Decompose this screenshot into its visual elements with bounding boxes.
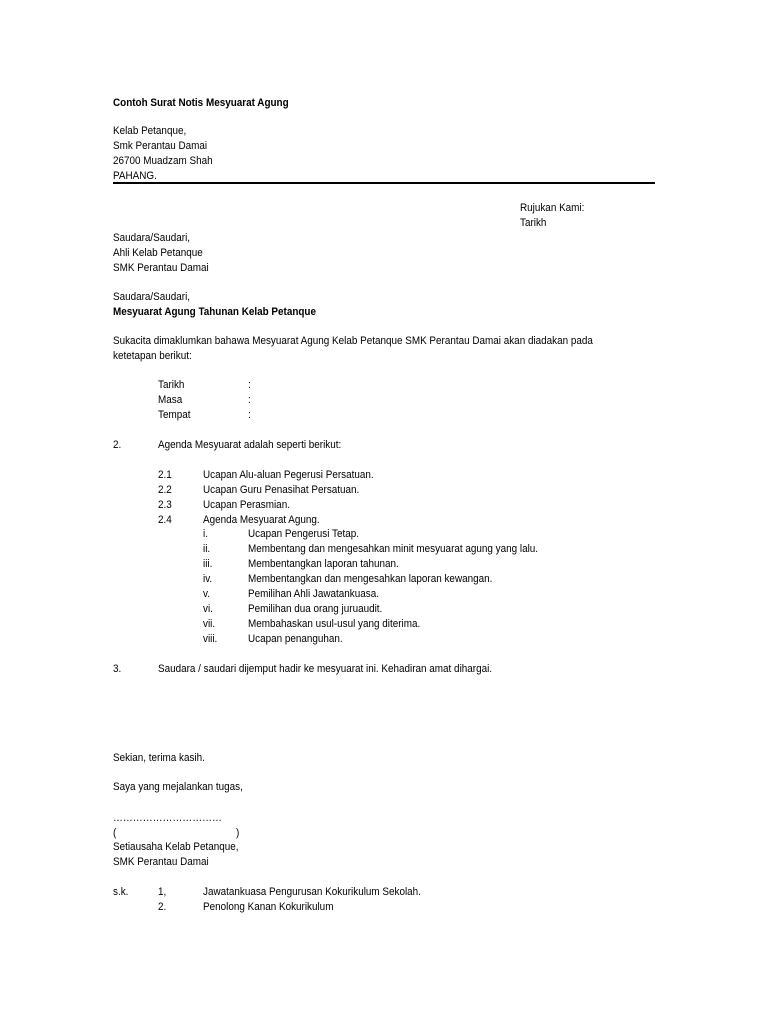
sub-agenda-text: Membentangkan dan mengesahkan laporan kewangan. xyxy=(248,573,493,585)
intro-line-1: Sukacita dimaklumkan bahawa Mesyuarat Agung Kelab Petanque SMK Perantau Damai akan diadakan pada xyxy=(113,335,593,347)
agenda-number: 2.2 xyxy=(158,484,172,496)
salutation: Saudara/Saudari, xyxy=(113,291,191,303)
sender-line-3: 26700 Muadzam Shah xyxy=(113,155,213,167)
header-divider xyxy=(113,182,655,184)
sub-agenda-number: viii. xyxy=(203,633,218,645)
section-3-text: Saudara / saudari dijemput hadir ke mesyuarat ini. Kehadiran amat dihargai. xyxy=(158,663,493,675)
agenda-text: Agenda Mesyuarat Agung. xyxy=(203,514,320,526)
cc-text: Penolong Kanan Kokurikulum xyxy=(203,901,334,913)
recipient-line-1: Saudara/Saudari, xyxy=(113,232,191,244)
sub-agenda-number: ii. xyxy=(203,543,211,555)
closing-duty: Saya yang mejalankan tugas, xyxy=(113,781,243,793)
recipient-line-3: SMK Perantau Damai xyxy=(113,262,209,274)
agenda-text: Ucapan Alu-aluan Pegerusi Persatuan. xyxy=(203,469,374,481)
sub-agenda-text: Pemilihan Ahli Jawatankuasa. xyxy=(248,588,379,600)
sub-agenda-number: iv. xyxy=(203,573,213,585)
sub-agenda-number: v. xyxy=(203,588,210,600)
section-2-number: 2. xyxy=(113,439,122,451)
section-3-number: 3. xyxy=(113,663,122,675)
detail-label: Masa xyxy=(158,394,183,406)
signature-line: …………………………… xyxy=(113,812,222,824)
signature-paren-close: ) xyxy=(236,827,240,839)
section-2-text: Agenda Mesyuarat adalah seperti berikut: xyxy=(158,439,342,451)
sub-agenda-text: Pemilihan dua orang juruaudit. xyxy=(248,603,383,615)
detail-colon: : xyxy=(248,409,251,421)
cc-number: 2. xyxy=(158,901,167,913)
cc-number: 1, xyxy=(158,886,167,898)
agenda-number: 2.3 xyxy=(158,499,172,511)
sub-agenda-text: Membahaskan usul-usul yang diterima. xyxy=(248,618,421,630)
document-title: Contoh Surat Notis Mesyuarat Agung xyxy=(113,97,289,109)
agenda-number: 2.4 xyxy=(158,514,172,526)
sub-agenda-text: Ucapan Pengerusi Tetap. xyxy=(248,528,359,540)
signatory-title-1: Setiausaha Kelab Petanque, xyxy=(113,841,239,853)
closing-thanks: Sekian, terima kasih. xyxy=(113,752,205,764)
subject-heading: Mesyuarat Agung Tahunan Kelab Petanque xyxy=(113,306,316,318)
detail-colon: : xyxy=(248,394,251,406)
sub-agenda-number: vi. xyxy=(203,603,213,615)
sub-agenda-text: Membentang dan mengesahkan minit mesyuarat agung yang lalu. xyxy=(248,543,539,555)
sender-line-1: Kelab Petanque, xyxy=(113,125,187,137)
detail-label: Tarikh xyxy=(158,379,185,391)
cc-text: Jawatankuasa Pengurusan Kokurikulum Sekolah. xyxy=(203,886,421,898)
sender-line-4: PAHANG. xyxy=(113,170,157,182)
reference-date-label: Tarikh xyxy=(520,217,547,229)
agenda-number: 2.1 xyxy=(158,469,172,481)
signatory-title-2: SMK Perantau Damai xyxy=(113,856,209,868)
detail-colon: : xyxy=(248,379,251,391)
cc-label: s.k. xyxy=(113,886,129,898)
detail-label: Tempat xyxy=(158,409,191,421)
sub-agenda-text: Membentangkan laporan tahunan. xyxy=(248,558,399,570)
agenda-text: Ucapan Perasmian. xyxy=(203,499,290,511)
sub-agenda-number: iii. xyxy=(203,558,213,570)
sender-line-2: Smk Perantau Damai xyxy=(113,140,208,152)
signature-paren-open: ( xyxy=(113,827,117,839)
recipient-line-2: Ahli Kelab Petanque xyxy=(113,247,203,259)
sub-agenda-number: i. xyxy=(203,528,208,540)
sub-agenda-text: Ucapan penanguhan. xyxy=(248,633,343,645)
sub-agenda-number: vii. xyxy=(203,618,216,630)
agenda-text: Ucapan Guru Penasihat Persatuan. xyxy=(203,484,360,496)
reference-label: Rujukan Kami: xyxy=(520,202,585,214)
intro-line-2: ketetapan berikut: xyxy=(113,350,192,362)
